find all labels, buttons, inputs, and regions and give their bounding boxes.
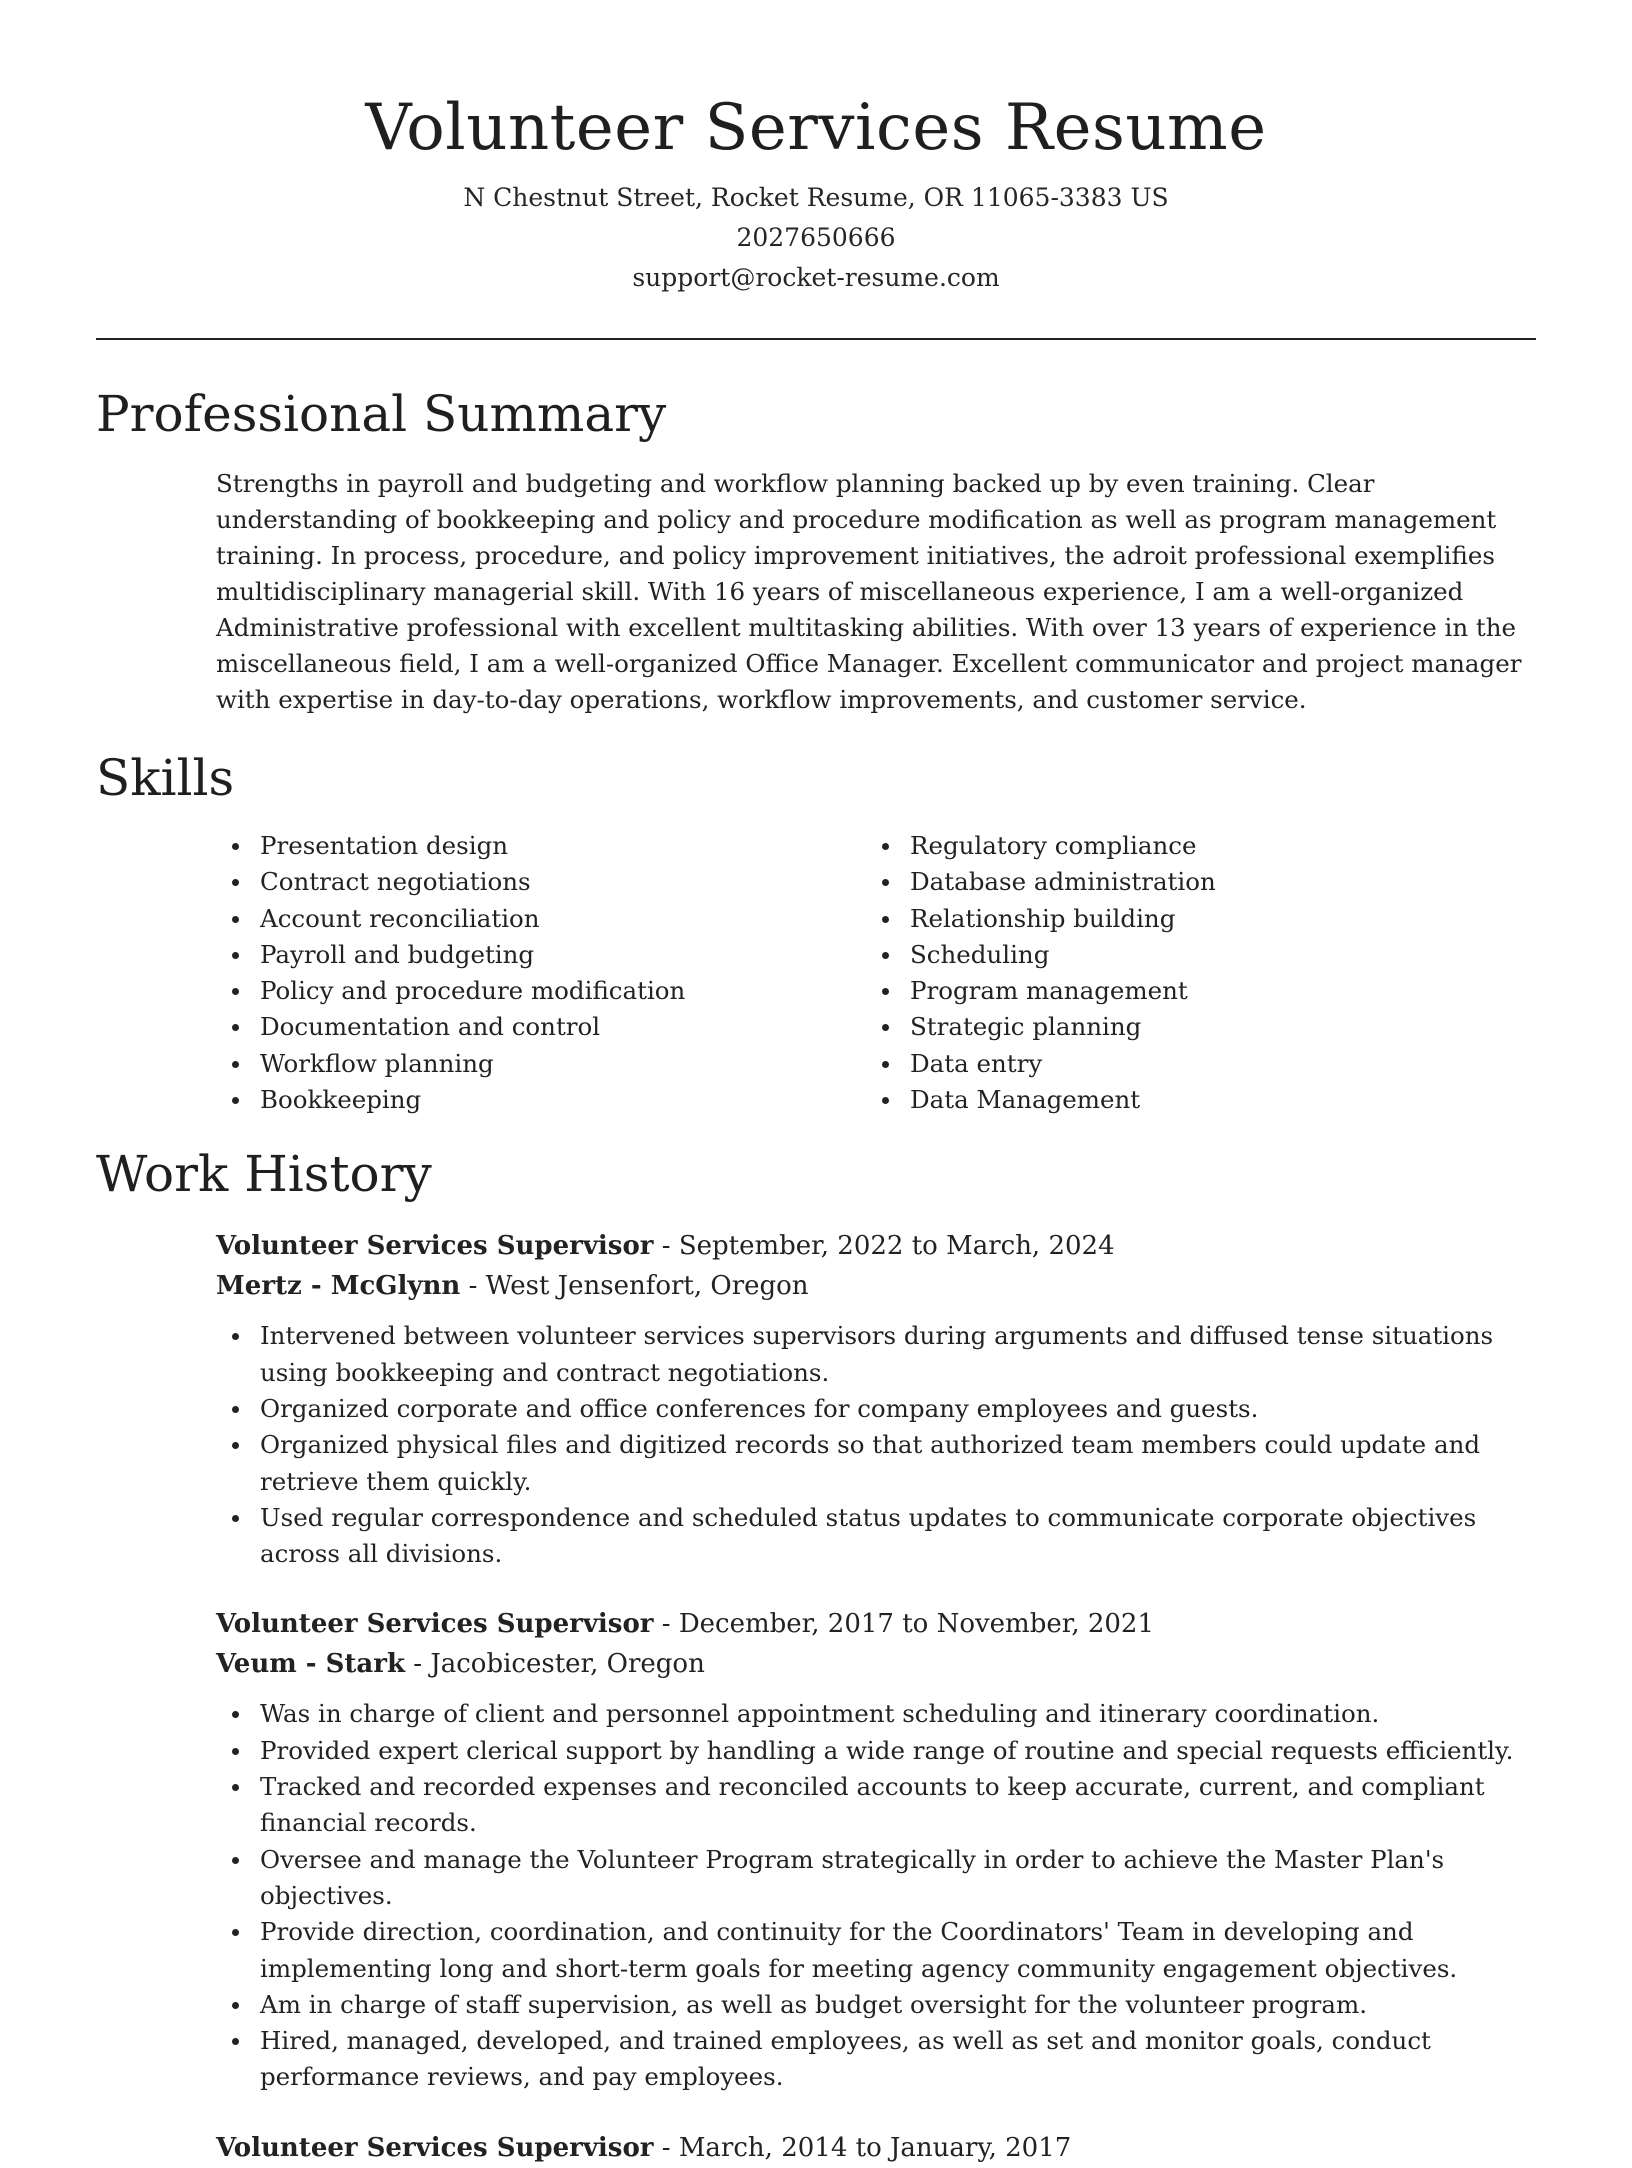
job-separator: - <box>661 1609 679 1640</box>
contact-phone: 2027650666 <box>736 223 896 252</box>
skill-item: Relationship building <box>866 901 1516 937</box>
skill-item: Strategic planning <box>866 1009 1516 1045</box>
duty-item: Provide direction, coordination, and continuity for the Coordinators' Team in developing and implementing long and short-term goals for meeting agency community engagement objectives. <box>216 1914 1536 1987</box>
resume-page <box>96 84 1536 2168</box>
skill-item: Database administration <box>866 864 1516 900</box>
skill-item: Policy and procedure modification <box>216 973 866 1009</box>
skill-item: Data entry <box>866 1046 1516 1082</box>
skills-grid <box>216 828 1536 1118</box>
duty-item: Am in charge of staff supervision, as well as budget oversight for the volunteer program. <box>216 1987 1536 2023</box>
job-role: Volunteer Services Supervisor <box>216 2132 654 2163</box>
skill-item: Contract negotiations <box>216 864 866 900</box>
job-entry <box>216 2128 1536 2168</box>
header-divider <box>96 338 1536 340</box>
skill-item: Bookkeeping <box>216 1082 866 1118</box>
job-entry <box>216 1604 1536 2095</box>
skill-item: Documentation and control <box>216 1009 866 1045</box>
job-entry <box>216 1226 1536 1572</box>
job-employer: Veum - Stark <box>216 1649 405 1680</box>
job-employer-line <box>216 1266 1536 1306</box>
job-dates: September, 2022 to March, 2024 <box>678 1231 1115 1262</box>
skill-item: Scheduling <box>866 937 1516 973</box>
duty-item: Was in charge of client and personnel appointment scheduling and itinerary coordination. <box>216 1696 1536 1732</box>
job-employer: Mertz - McGlynn <box>216 1271 461 1302</box>
job-location: Jacobicester, Oregon <box>430 1649 705 1680</box>
duty-item: Intervened between volunteer services supervisors during arguments and diffused tense situations using bookkeeping and contract negotiations. <box>216 1318 1536 1391</box>
skill-item: Data Management <box>866 1082 1516 1118</box>
duty-item: Hired, managed, developed, and trained employees, as well as set and monitor goals, conduct performance reviews, and pay employees. <box>216 2023 1536 2096</box>
skill-item: Account reconciliation <box>216 901 866 937</box>
job-separator: - <box>413 1649 431 1680</box>
job-employer-line <box>216 1644 1536 1684</box>
job-dates: March, 2014 to January, 2017 <box>678 2132 1072 2163</box>
skills-heading: Skills <box>96 749 235 807</box>
job-role: Volunteer Services Supervisor <box>216 1609 654 1640</box>
duty-item: Organized corporate and office conferences for company employees and guests. <box>216 1391 1536 1427</box>
job-duties <box>216 1696 1536 2095</box>
job-location: West Jensenfort, Oregon <box>485 1271 809 1302</box>
job-title-line <box>216 2128 1536 2168</box>
contact-address: N Chestnut Street, Rocket Resume, OR 11065-3383 US <box>463 183 1169 212</box>
duty-item: Oversee and manage the Volunteer Program strategically in order to achieve the Master Plan's objectives. <box>216 1842 1536 1915</box>
work-history-heading: Work History <box>96 1145 432 1204</box>
skill-item: Presentation design <box>216 828 866 864</box>
job-separator: - <box>661 1231 679 1262</box>
contact-block <box>96 178 1536 298</box>
job-separator: - <box>468 1271 486 1302</box>
job-separator: - <box>661 2132 679 2163</box>
skill-item: Payroll and budgeting <box>216 937 866 973</box>
skills-column-left <box>216 828 866 1118</box>
duty-item: Provided expert clerical support by handling a wide range of routine and special requests efficiently. <box>216 1733 1536 1769</box>
skill-item: Workflow planning <box>216 1046 866 1082</box>
summary-text: Strengths in payroll and budgeting and workflow planning backed up by even training. Clear understanding of bookkeeping and policy and procedure modification as well as program management training. In process, procedure, and policy improvement initiatives, the adroit professional exemplifies multidisciplinary managerial skill. With 16 years of miscellaneous experience, I am a well-organized Administrative professional with excellent multitasking abilities. With over 13 years of experience in the miscellaneous field, I am a well-organized Office Manager. Excellent communicator and project manager with expertise in day-to-day operations, workflow improvements, and customer service. <box>216 469 1522 714</box>
summary-heading: Professional Summary <box>96 385 667 443</box>
resume-title: Volunteer Services Resume <box>365 91 1267 165</box>
job-role: Volunteer Services Supervisor <box>216 1231 654 1262</box>
job-title-line <box>216 1604 1536 1644</box>
job-duties <box>216 1318 1536 1572</box>
resume-header <box>96 84 1536 298</box>
skill-item: Program management <box>866 973 1516 1009</box>
job-title-line <box>216 1226 1536 1266</box>
duty-item: Organized physical files and digitized records so that authorized team members could update and retrieve them quickly. <box>216 1427 1536 1500</box>
skills-column-right <box>866 828 1516 1118</box>
contact-email: support@rocket-resume.com <box>632 263 1000 292</box>
job-dates: December, 2017 to November, 2021 <box>678 1609 1155 1640</box>
duty-item: Tracked and recorded expenses and reconciled accounts to keep accurate, current, and compliant financial records. <box>216 1769 1536 1842</box>
skill-item: Regulatory compliance <box>866 828 1516 864</box>
duty-item: Used regular correspondence and scheduled status updates to communicate corporate objectives across all divisions. <box>216 1500 1536 1573</box>
